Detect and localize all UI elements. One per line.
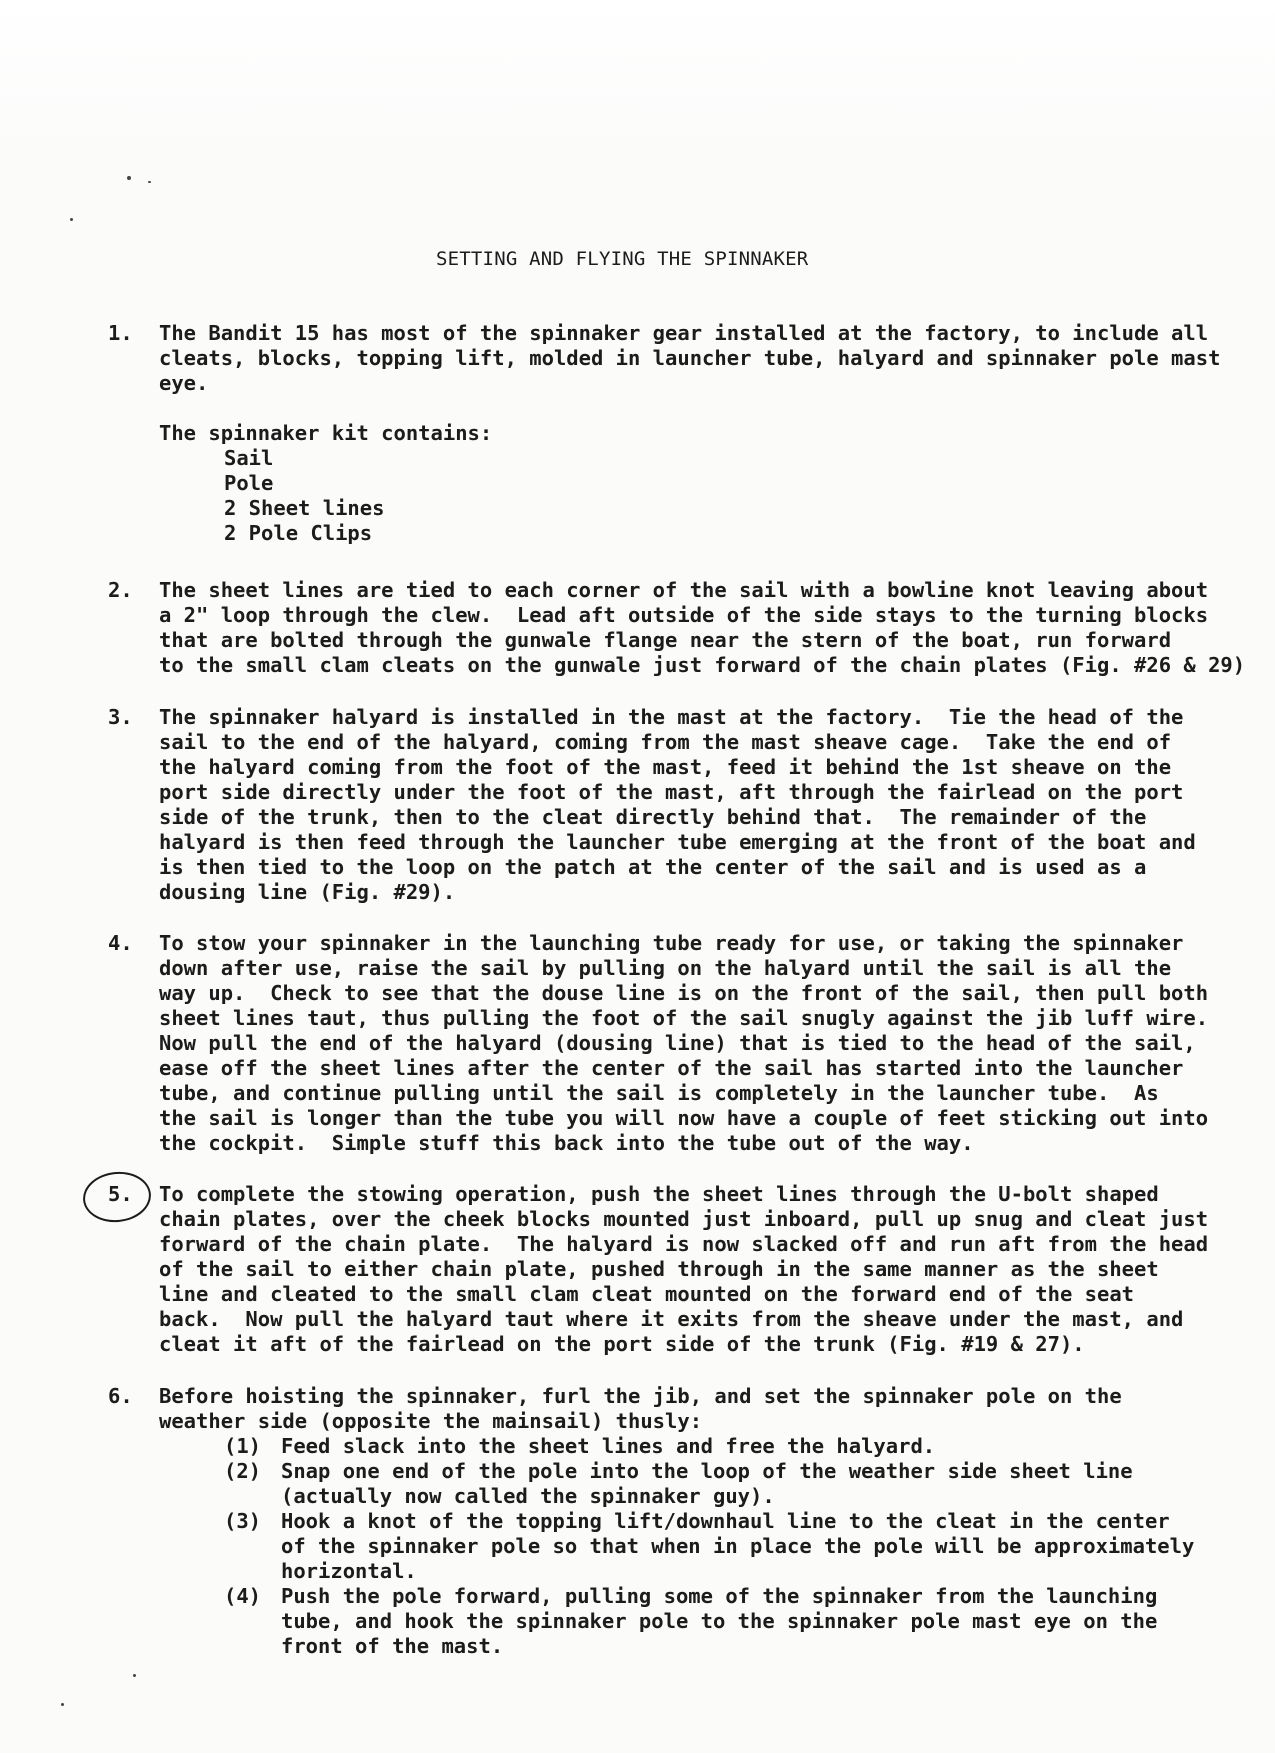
item-text [159,321,1220,546]
text-line: tube, and hook the spinnaker pole to the spinnaker pole mast eye on the [281,1609,1158,1633]
text-line: of the sail to either chain plate, pushed through in the same manner as the sheet [159,1257,1159,1281]
text-line: eye. [159,371,209,395]
kit-item: 2 Pole Clips [224,521,373,545]
text-line: (actually now called the spinnaker guy). [281,1484,775,1508]
text-line: the sail is longer than the tube you will now have a couple of feet sticking out into [159,1106,1209,1130]
text-line: horizontal. [281,1559,417,1583]
text-line: that are bolted through the gunwale flange near the stern of the boat, run forward [159,628,1172,652]
text-line: sheet lines taut, thus pulling the foot of the sail snugly against the jib luff wire. [159,1006,1209,1030]
text-line: The sheet lines are tied to each corner of the sail with a bowline knot leaving about [159,578,1209,602]
text-line: way up. Check to see that the douse line is on the front of the sail, then pull both [159,981,1209,1005]
text-line: of the spinnaker pole so that when in place the pole will be approximately [281,1534,1195,1558]
text-line: Push the pole forward, pulling some of the spinnaker from the launching [281,1584,1158,1608]
text-line: Hook a knot of the topping lift/downhaul line to the cleat in the center [281,1509,1170,1533]
text-line: cleats, blocks, topping lift, molded in launcher tube, halyard and spinnaker pole mast [159,346,1221,370]
sub-item-3 [159,1509,1194,1584]
item-text [159,1384,1194,1659]
kit-item: 2 Sheet lines [224,496,385,520]
text-line: sail to the end of the halyard, coming from the mast sheave cage. Take the end of [159,730,1172,754]
item-text [159,931,1208,1156]
text-line: weather side (opposite the mainsail) thusly: [159,1409,703,1433]
text-line: tube, and continue pulling until the sail is completely in the launcher tube. As [159,1081,1159,1105]
sub-item-2 [159,1459,1194,1509]
sub-item-4 [159,1584,1194,1659]
text-line: to the small clam cleats on the gunwale just forward of the chain plates (Fig. #26 & 29) [159,653,1246,677]
text-line: down after use, raise the sail by pulling on the halyard until the sail is all the [159,956,1172,980]
text-line: is then tied to the loop on the patch at the center of the sail and is used as a [159,855,1147,879]
item-number: 3. [108,705,133,729]
item-number: 6. [108,1384,133,1408]
item-text [159,578,1245,678]
text-line: line and cleated to the small clam cleat mounted on the forward end of the seat [159,1282,1135,1306]
text-line: the halyard coming from the foot of the mast, feed it behind the 1st sheave on the [159,755,1172,779]
text-line: side of the trunk, then to the cleat directly behind that. The remainder of the [159,805,1147,829]
sub-item-number: (4) [224,1584,262,1608]
scan-speck [148,181,151,183]
text-line: dousing line (Fig. #29). [159,880,456,904]
scan-speck [70,218,73,221]
text-line: Snap one end of the pole into the loop of the weather side sheet line [281,1459,1133,1483]
text-line: halyard is then feed through the launcher tube emerging at the front of the boat and [159,830,1196,854]
item-number: 4. [108,931,133,955]
text-line: The spinnaker halyard is installed in the mast at the factory. Tie the head of the [159,705,1184,729]
page-title: SETTING AND FLYING THE SPINNAKER [436,248,809,270]
text-line: front of the mast. [281,1634,504,1658]
item-text [159,705,1196,905]
text-line: back. Now pull the halyard taut where it exits from the sheave under the mast, and [159,1307,1184,1331]
text-line: forward of the chain plate. The halyard is now slacked off and run aft from the head [159,1232,1209,1256]
text-line: the cockpit. Simple stuff this back into the tube out of the way. [159,1131,974,1155]
item-text [159,1182,1208,1357]
text-line: a 2" loop through the clew. Lead aft outside of the side stays to the turning blocks [159,603,1209,627]
sub-item-number: (2) [224,1459,262,1483]
text-line: Before hoisting the spinnaker, furl the jib, and set the spinnaker pole on the [159,1384,1122,1408]
sub-item-number: (1) [224,1434,262,1458]
kit-intro: The spinnaker kit contains: [159,421,493,445]
text-line: Now pull the end of the halyard (dousing line) that is tied to the head of the sail, [159,1031,1196,1055]
kit-item: Sail [224,446,274,470]
scan-speck [61,1703,64,1706]
scan-speck [127,176,131,180]
item-number: 2. [108,578,133,602]
text-line: Feed slack into the sheet lines and free the halyard. [281,1434,936,1458]
sub-item-number: (3) [224,1509,262,1533]
scan-edge [0,0,1275,150]
text-line: To complete the stowing operation, push the sheet lines through the U-bolt shaped [159,1182,1159,1206]
sub-item-1 [159,1434,1194,1459]
text-line: port side directly under the foot of the mast, aft through the fairlead on the port [159,780,1184,804]
text-line: To stow your spinnaker in the launching tube ready for use, or taking the spinnaker [159,931,1184,955]
item-number: 5. [108,1182,133,1206]
text-line: The Bandit 15 has most of the spinnaker gear installed at the factory, to include all [159,321,1209,345]
text-line: cleat it aft of the fairlead on the port side of the trunk (Fig. #19 & 27). [159,1332,1085,1356]
text-line: ease off the sheet lines after the center of the sail has started into the launcher [159,1056,1184,1080]
item-number: 1. [108,321,133,345]
text-line: chain plates, over the cheek blocks mounted just inboard, pull up snug and cleat just [159,1207,1209,1231]
scan-speck [133,1674,136,1677]
kit-item: Pole [224,471,274,495]
